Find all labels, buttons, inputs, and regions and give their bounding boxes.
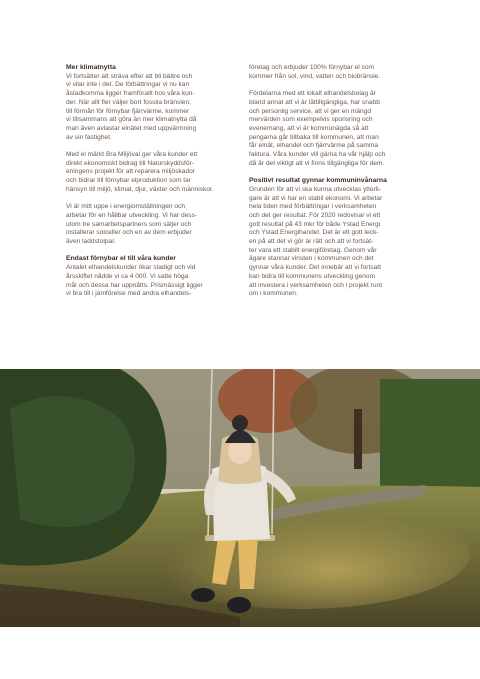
- hat-pompom: [232, 415, 248, 431]
- shoe-right: [227, 597, 251, 613]
- left-text-column: [66, 64, 234, 308]
- paragraph: Grunden för att vi ska kunna utvecklas ytterli- gare är att vi har en stabil ekonomi. Vi arbetar hela tiden med förbättringar i verksamheten och det ger resultat. För 2020 redovisar vi ett gott resultat på 43 mkr för både Ystad Energi och Ystad Energihandel. Det är ett gott teck- en på att det vi gör är rätt och att vi fortsät- ter vara ett stabilt energiföretag. Genom vår ägare stannar vinsten i kommunen och det gynnar våra kunder. Det innebär att vi fortsatt kan bidra till kommunens utveckling genom att investera i verksamheten och i projekt runt om i kommunen.: [249, 185, 383, 298]
- paragraph: Med el märkt Bra Miljöval ger våra kunder ett direkt ekonomiskt bidrag till Naturskyddsför- eningens projekt för att reparera miljöskador och bidrar till förnybar elproduktion som tar hänsyn till miljö, klimat, djur, växter och människor.: [66, 151, 214, 193]
- paragraph: Vi är mitt uppe i energiomställningen och arbetar för en hållbar utveckling. Vi har dess- utom tre samarbetspartners som säljer och installerar solceller och en av dem erbjuder även laddstolpar.: [66, 203, 198, 246]
- right-text-column: [249, 64, 419, 308]
- section-mer-klimatnytta: [66, 64, 234, 142]
- shoe-left: [191, 588, 215, 602]
- photo-illustration: [0, 369, 480, 627]
- section-fornybar-el: [66, 255, 234, 299]
- section-heading: Mer klimatnytta: [66, 64, 116, 71]
- hedge-right: [380, 379, 480, 489]
- section-heading: Positivt resultat gynnar kommuninvånarna: [249, 177, 387, 185]
- sunlit-grass: [130, 499, 470, 609]
- section-heading: Endast förnybar el till våra kunder: [66, 255, 176, 263]
- paragraph: Fördelarna med ett lokalt elhandelsbolag är bland annat att vi är lättillgängliga, har snabb och personlig service, att vi ger en mängd mervärden som exempelvis sponsring och evenemang, att vi är kommunägda så att pengarna går tillbaka till kommunen, att man får elnät, elhandel och fjärrvärme på samma faktura. Våra kunder vill gärna ha vår hjälp och då är det viktigt att vi finns tillgängliga för dem.: [249, 90, 386, 167]
- paragraph: företag och erbjuder 100% förnybar el som kommer från sol, vind, vatten och biobränsle.: [249, 64, 381, 80]
- section-positivt-resultat: [249, 177, 419, 299]
- paragraph: Antalet elhandelskunder ökar stadigt och vid årsskiftet nådde vi ca 4 000. Vi satte höga mål och dessa har uppnåtts. Prismässigt ligger vi bra till i jämförelse med andra elhandels-: [66, 264, 203, 298]
- garden-swing-photo: [0, 369, 480, 627]
- paragraph: Vi fortsätter att sträva efter att bli bättre och vi vilar inte i det. De förbättringar vi nu kan åstadkomma ligger framförallt hos våra kun- der. När allt fler väljer bort fossila bränslen, till förmån för förnybar fjärrvärme, kommer vi tillsammans att göra än mer klimatnytta då man även avlastar elnätet med uppvärmning av sin fastighet.: [66, 72, 197, 141]
- tree-trunk: [354, 409, 362, 469]
